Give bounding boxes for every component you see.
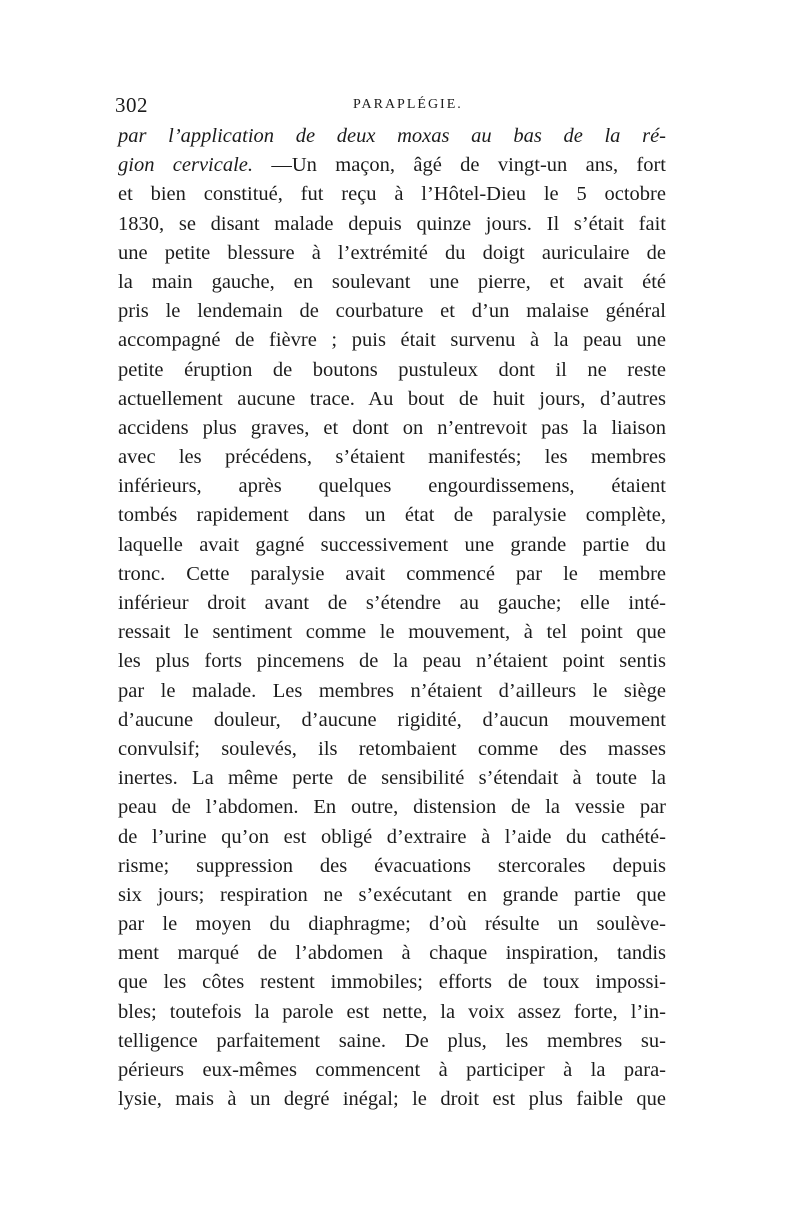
text-line: peau de l’abdomen. En outre, distension de la vessie par [118, 796, 666, 819]
text-line: inférieur droit avant de s’étendre au gauche; elle inté- [118, 592, 666, 614]
text-line: de l’urine qu’on est obligé d’extraire à l’aide du cathété- [118, 825, 666, 848]
text-line: la main gauche, en soulevant une pierre, et avait été [118, 270, 666, 293]
text-line: tombés rapidement dans un état de paralysie complète, [118, 504, 666, 527]
text-line: par le moyen du diaphragme; d’où résulte un soulève- [118, 913, 666, 936]
text-line: accompagné de fièvre ; puis était survenu à la peau une [118, 329, 666, 352]
text-line: par le malade. Les membres n’étaient d’ailleurs le siège [118, 679, 666, 702]
text-line: six jours; respiration ne s’exécutant en grande partie que [118, 883, 666, 906]
text-line: telligence parfaitement saine. De plus, les membres su- [118, 1029, 666, 1052]
running-head: PARAPLÉGIE. [353, 97, 463, 112]
text-line: petite éruption de boutons pustuleux dont il ne reste [118, 358, 666, 381]
text-line: inférieurs, après quelques engourdissemens, étaient [118, 475, 666, 498]
text-line: ment marqué de l’abdomen à chaque inspiration, tandis [118, 942, 666, 965]
text-line: une petite blessure à l’extrémité du doigt auriculaire de [118, 241, 666, 264]
text-line: les plus forts pincemens de la peau n’étaient point sentis [118, 650, 666, 673]
text-line-italic-part: gion cervicale. [118, 154, 254, 177]
text-line: et bien constitué, fut reçu à l’Hôtel-Dieu le 5 octobre [118, 183, 666, 206]
page-header [115, 93, 670, 123]
text-line: périeurs eux-mêmes commencent à participer à la para- [118, 1059, 666, 1081]
text-line: inertes. La même perte de sensibilité s’étendait à toute la [118, 767, 666, 790]
text-line: laquelle avait gagné successivement une grande partie du [118, 533, 666, 556]
text-line: bles; toutefois la parole est nette, la voix assez forte, l’in- [118, 1000, 666, 1023]
text-line: avec les précédens, s’étaient manifestés; les membres [118, 446, 666, 469]
text-line: d’aucune douleur, d’aucune rigidité, d’aucun mouvement [118, 708, 666, 731]
text-line: ressait le sentiment comme le mouvement, à tel point que [118, 621, 666, 644]
body-text [118, 122, 666, 1114]
text-line: tronc. Cette paralysie avait commencé par le membre [118, 562, 666, 585]
text-line: pris le lendemain de courbature et d’un malaise général [118, 300, 666, 323]
text-line: accidens plus graves, et dont on n’entrevoit pas la liaison [118, 416, 666, 439]
text-line: actuellement aucune trace. Au bout de huit jours, d’autres [118, 387, 666, 410]
text-line: que les côtes restent immobiles; efforts de toux impossi- [118, 971, 666, 994]
text-line [118, 151, 666, 180]
text-line-roman-part: —Un maçon, âgé de vingt-un ans, fort [253, 154, 667, 177]
text-line: risme; suppression des évacuations stercorales depuis [118, 854, 666, 877]
text-line: lysie, mais à un degré inégal; le droit est plus faible que [118, 1088, 666, 1111]
text-line: convulsif; soulevés, ils retombaient comme des masses [118, 737, 666, 760]
page-number: 302 [115, 93, 148, 117]
text-line: 1830, se disant malade depuis quinze jours. Il s’était fait [118, 212, 666, 235]
text-line: par l’application de deux moxas au bas de la ré- [118, 125, 666, 147]
